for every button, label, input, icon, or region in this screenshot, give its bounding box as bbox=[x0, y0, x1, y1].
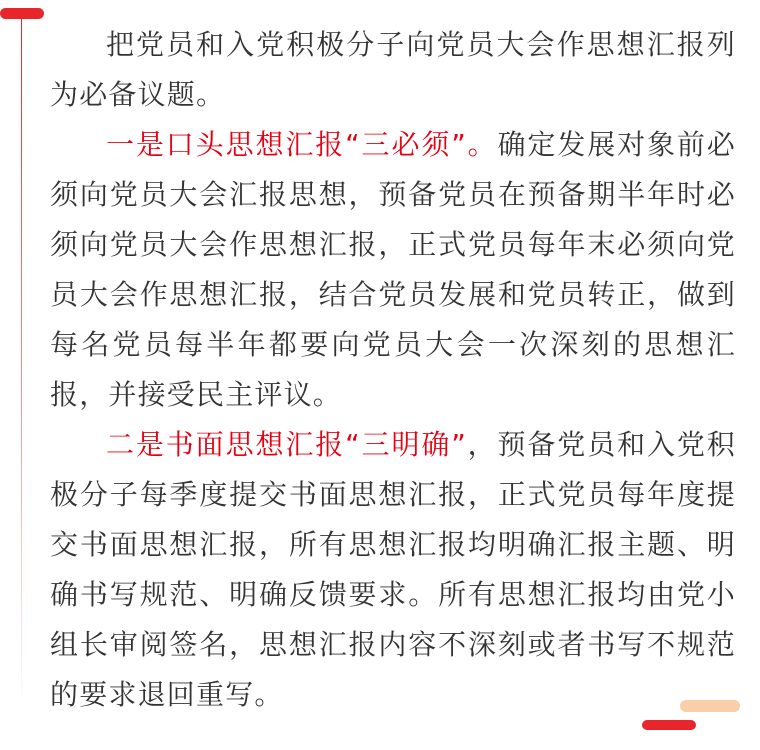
paragraph-written-report bbox=[50, 420, 736, 720]
paragraph-oral-report bbox=[50, 120, 736, 420]
paragraph-intro-text: 把党员和入党积极分子向党员大会作思想汇报列为必备议题。 bbox=[50, 28, 736, 111]
decor-bottom-orange-bar bbox=[680, 700, 740, 712]
article-body bbox=[50, 20, 736, 720]
paragraph-intro bbox=[50, 20, 736, 120]
written-report-text: ，预备党员和入党积极分子每季度提交书面思想汇报，正式党员每年度提交书面思想汇报，所有思想汇报均明确汇报主题、明确书写规范、明确反馈要求。所有思想汇报均由党小组长审阅签名，思想汇报内容不深刻或者书写不规范的要求退回重写。 bbox=[50, 428, 736, 711]
oral-report-text: 确定发展对象前必须向党员大会汇报思想，预备党员在预备期半年时必须向党员大会作思想汇报，正式党员每年末必须向党员大会作思想汇报，结合党员发展和党员转正，做到每名党员每半年都要向党员大会一次深刻的思想汇报，并接受民主评议。 bbox=[50, 128, 736, 411]
decor-bottom-red-bar bbox=[642, 720, 696, 730]
written-report-heading: 二是书面思想汇报“三明确” bbox=[106, 428, 467, 461]
oral-report-heading: 一是口头思想汇报“三必须”。 bbox=[106, 128, 498, 161]
decor-top-red-bar bbox=[0, 8, 44, 19]
decor-left-vertical-line bbox=[21, 19, 22, 709]
